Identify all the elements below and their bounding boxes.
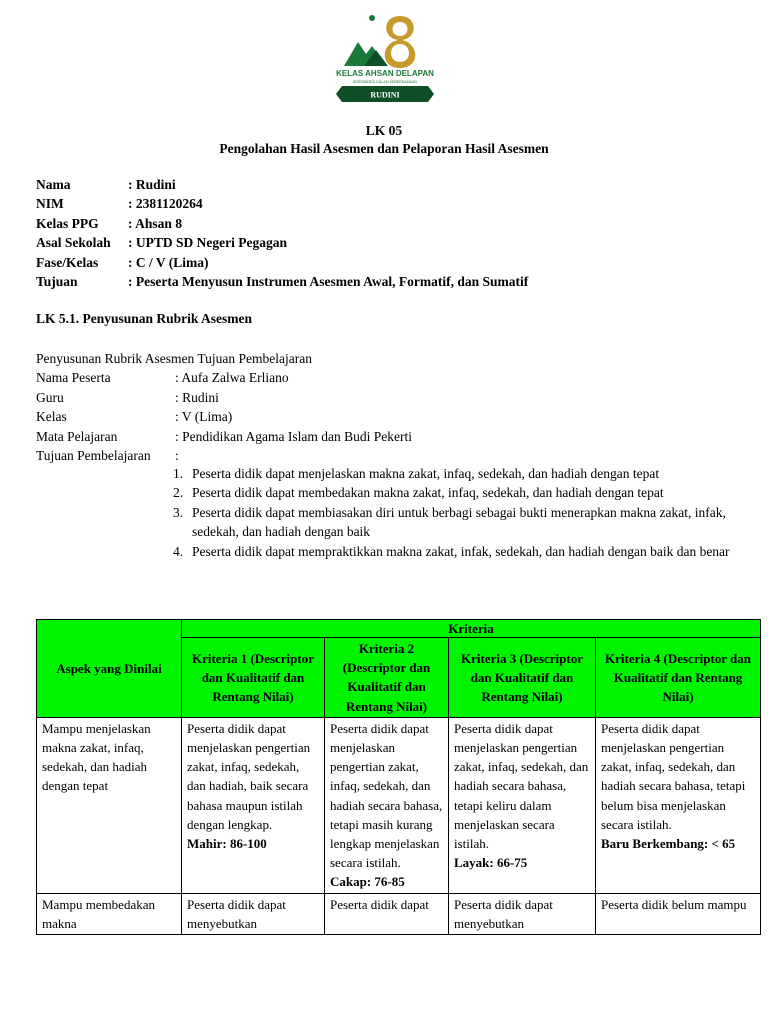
objective-text: Peserta didik dapat membiasakan diri untuk berbagi sebagai bukti menerapkan makna zakat, infak, sedekah, dan hadiah dengan baik (192, 504, 726, 540)
identity-row (36, 194, 528, 213)
header-criteria-group: Kriteria (182, 620, 761, 638)
rubric-info-value: : Aufa Zalwa Erliano (175, 370, 289, 386)
rubric-info-row (36, 427, 412, 446)
rubric-info-row (36, 368, 412, 387)
rubric-info-label: Tujuan Pembelajaran (36, 448, 151, 464)
identity-label: Asal Sekolah (36, 235, 111, 251)
identity-value: : 2381120264 (128, 196, 203, 212)
identity-value: : C / V (Lima) (128, 254, 209, 270)
objective-number: 1. (173, 466, 184, 481)
table-row (37, 893, 761, 934)
criteria-cell (449, 893, 596, 934)
header-criteria-3: Kriteria 3 (Descriptor dan Kualitatif dan Rentang Nilai) (449, 638, 596, 718)
objective-text: Peserta didik dapat menjelaskan makna zakat, infaq, sedekah, dan hadiah dengan tepat (192, 466, 660, 481)
identity-block (36, 175, 528, 291)
document-code: LK 05 (365, 123, 403, 138)
rubric-info-value: : V (Lima) (175, 409, 233, 425)
table-row (37, 717, 761, 893)
rubric-info-heading: Penyusunan Rubrik Asesmen Tujuan Pembelajaran (36, 351, 312, 366)
criteria-cell (596, 893, 761, 934)
objective-text: Peserta didik dapat mempraktikkan makna zakat, infak, sedekah, dan hadiah dengan baik dan benar (192, 543, 730, 559)
identity-value: : Rudini (128, 177, 176, 192)
criteria-level: Layak: 66-75 (454, 855, 528, 871)
star-icon (369, 15, 375, 21)
criteria-cell (325, 717, 449, 893)
rubric-info-value: : Pendidikan Agama Islam dan Budi Pekerti (175, 428, 412, 444)
objective-number: 2. (173, 485, 184, 501)
identity-row (36, 175, 528, 194)
identity-row (36, 272, 528, 291)
rubric-info-value: : Rudini (175, 389, 219, 405)
rubric-info-block (36, 349, 412, 465)
criteria-cell (449, 717, 596, 893)
objective-item (173, 542, 733, 561)
logo-text-main: KELAS AHSAN DELAPAN (336, 69, 434, 78)
criteria-level: Baru Berkembang: < 65 (601, 836, 736, 852)
identity-label: Kelas PPG (36, 215, 99, 231)
criteria-text: Peserta didik dapat menyebutkan (187, 896, 286, 931)
criteria-text: Peserta didik dapat menjelaskan pengertian zakat, infaq, sedekah, dan hadiah secara bahasa, tetapi keliru dalam menjelaskan secara istilah. (454, 720, 589, 852)
identity-label: Fase/Kelas (36, 254, 99, 270)
objectives-list (173, 464, 733, 561)
objective-item (173, 503, 733, 542)
rubric-info-row (36, 446, 412, 465)
criteria-text: Peserta didik dapat menjelaskan pengertian zakat, infaq, sedekah, dan hadiah secara bahasa, tetapi belum bisa menjelaskan secara istilah. (601, 720, 746, 832)
identity-value: : UPTD SD Negeri Pegagan (128, 235, 287, 251)
criteria-text: Peserta didik dapat menjelaskan pengertian zakat, infaq, sedekah, dan hadiah secara bahasa, tetapi masih kurang lengkap menjelaskan secara istilah. (330, 720, 443, 871)
criteria-level: Cakap: 76-85 (330, 874, 405, 890)
header-criteria-4: Kriteria 4 (Descriptor dan Kualitatif dan Rentang Nilai) (596, 638, 761, 718)
criteria-text: Peserta didik belum mampu (601, 896, 747, 912)
objective-text: Peserta didik dapat membedakan makna zakat, infaq, sedekah, dan hadiah dengan tepat (192, 485, 664, 501)
objective-number: 4. (173, 543, 184, 559)
banner-right-tip (428, 86, 434, 102)
identity-label: Nama (36, 177, 71, 192)
objective-item (173, 483, 733, 502)
identity-row (36, 214, 528, 233)
identity-row (36, 253, 528, 272)
criteria-text: Peserta didik dapat menjelaskan pengertian zakat, infaq, sedekah, dan hadiah, baik secara bahasa maupun istilah dengan lengkap. (187, 720, 311, 832)
criteria-text: Peserta didik dapat (330, 896, 429, 912)
objective-item (173, 464, 733, 483)
rubric-info-label: Guru (36, 389, 64, 405)
header-aspect: Aspek yang Dinilai (37, 620, 182, 718)
criteria-text: Peserta didik dapat menyebutkan (454, 896, 553, 931)
rubric-info-label: Kelas (36, 409, 67, 425)
criteria-cell (182, 893, 325, 934)
rubric-info-label: Nama Peserta (36, 370, 111, 386)
criteria-cell (596, 717, 761, 893)
logo-name: RUDINI (370, 90, 400, 100)
criteria-level: Mahir: 86-100 (187, 836, 267, 852)
header-criteria-1: Kriteria 1 (Descriptor dan Kualitatif dan Rentang Nilai) (182, 638, 325, 718)
logo-text-sub: BERSINERGI DALAM KEBERSAMAAN (353, 80, 417, 84)
banner-left-tip (336, 86, 342, 102)
header-criteria-2: Kriteria 2 (Descriptor dan Kualitatif dan Rentang Nilai) (325, 638, 449, 718)
document-title: Pengolahan Hasil Asesmen dan Pelaporan Hasil Asesmen (219, 141, 549, 156)
rubric-info-row (36, 407, 412, 426)
identity-value: : Peserta Menyusun Instrumen Asesmen Awal, Formatif, dan Sumatif (128, 274, 529, 290)
criteria-cell (182, 717, 325, 893)
criteria-cell (325, 893, 449, 934)
rubric-info-value: : (175, 448, 179, 464)
aspect-cell: Mampu membedakan makna (37, 893, 182, 934)
section-title: LK 5.1. Penyusunan Rubrik Asesmen (36, 311, 253, 326)
table-header-row (37, 620, 761, 638)
kelas-ahsan-logo (330, 8, 440, 106)
aspect-cell: Mampu menjelaskan makna zakat, infaq, sedekah, dan hadiah dengan tepat (37, 717, 182, 893)
rubric-table (36, 619, 761, 935)
identity-value: : Ahsan 8 (128, 215, 183, 231)
rubric-info-label: Mata Pelajaran (36, 428, 118, 444)
objective-number: 3. (173, 504, 184, 520)
identity-label: Tujuan (36, 274, 78, 290)
identity-row (36, 233, 528, 252)
rubric-info-row (36, 388, 412, 407)
figure-eight-icon (385, 16, 416, 68)
identity-label: NIM (36, 196, 64, 212)
